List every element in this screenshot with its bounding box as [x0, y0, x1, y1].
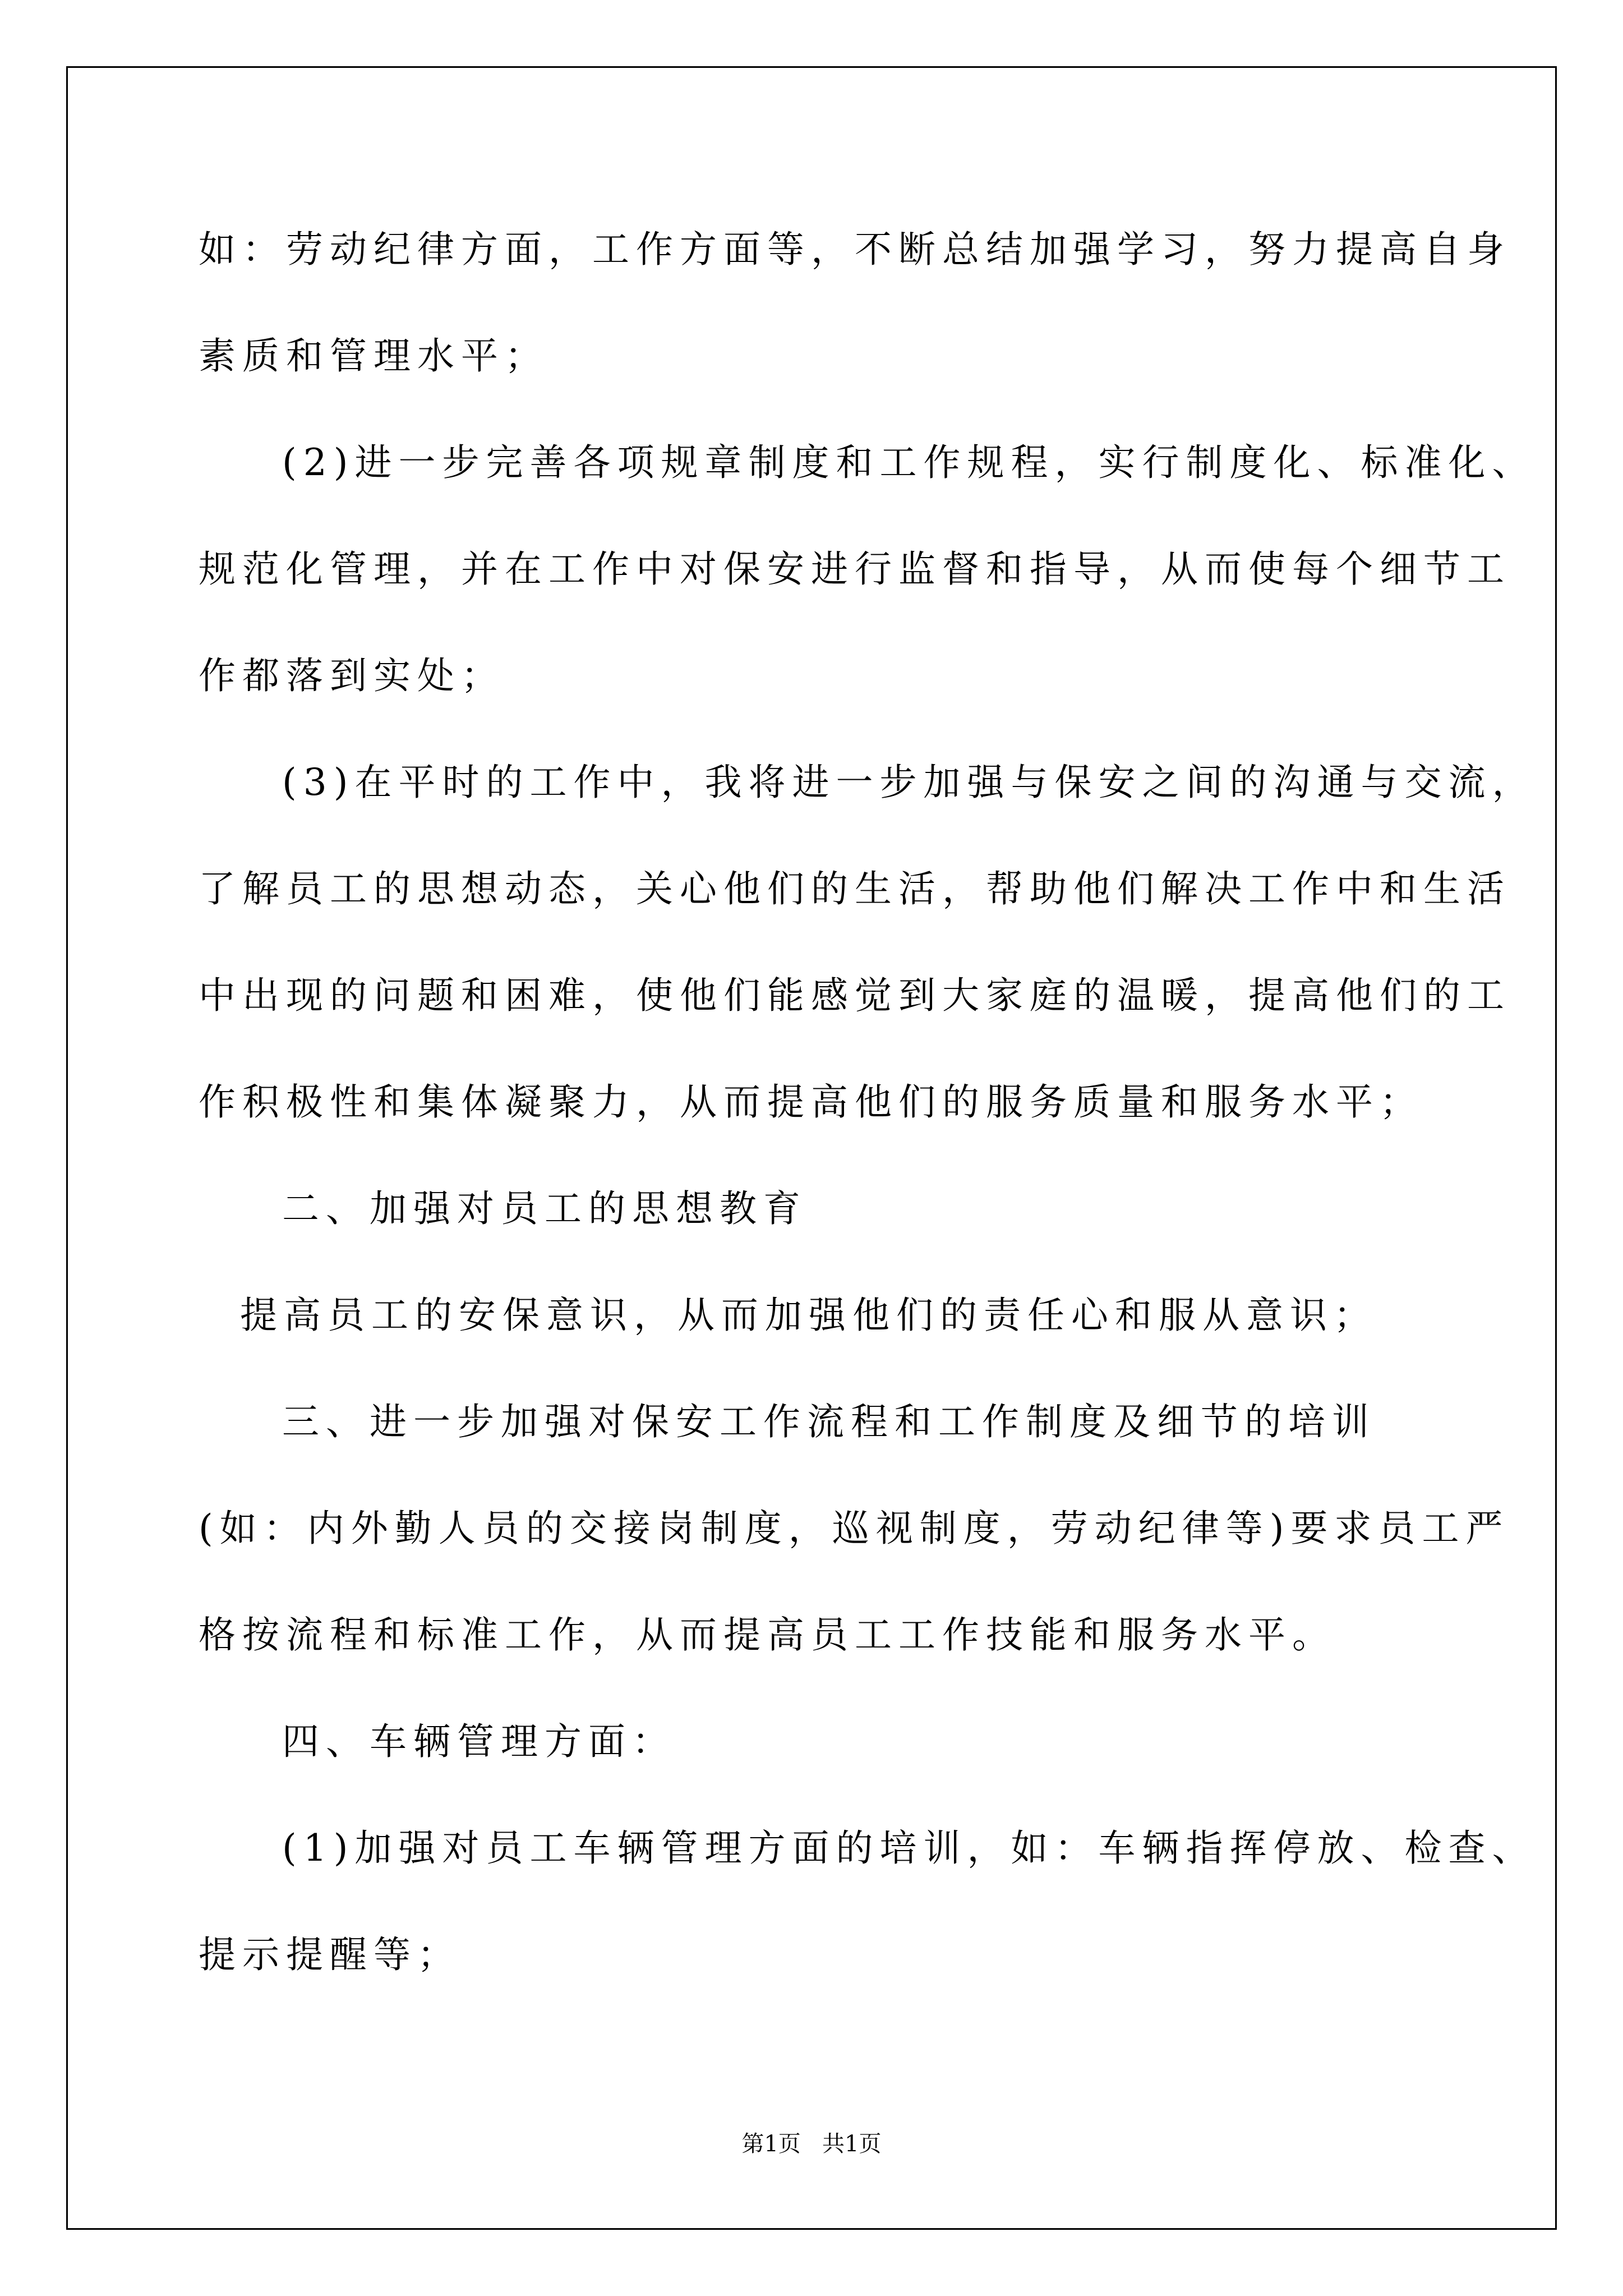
- text-line-17: 提示提醒等；: [199, 1933, 461, 1976]
- text-line-9: 作积极性和集体凝聚力，从而提高他们的服务质量和服务水平；: [199, 1080, 1423, 1124]
- text-line-13: (如：内外勤人员的交接岗制度，巡视制度，劳动纪律等)要求员工严: [199, 1507, 1510, 1550]
- text-line-5: 作都落到实处；: [199, 654, 505, 697]
- text-line-1: 如：劳动纪律方面，工作方面等，不断总结加强学习，努力提高自身: [199, 228, 1511, 271]
- text-line-4: 规范化管理，并在工作中对保安进行监督和指导，从而使每个细节工: [199, 547, 1511, 591]
- page-border: [66, 66, 1557, 2230]
- section-heading-3: 三、进一步加强对保安工作流程和工作制度及细节的培训: [282, 1400, 1376, 1443]
- text-line-8: 中出现的问题和困难，使他们能感觉到大家庭的温暖，提高他们的工: [199, 974, 1511, 1017]
- section-heading-4: 四、车辆管理方面：: [282, 1720, 676, 1763]
- text-line-2: 素质和管理水平；: [199, 334, 548, 378]
- text-line-16: (1)加强对员工车辆管理方面的培训，如：车辆指挥停放、检查、: [282, 1826, 1536, 1870]
- text-line-7: 了解员工的思想动态，关心他们的生活，帮助他们解决工作中和生活: [199, 867, 1511, 910]
- text-line-3: (2)进一步完善各项规章制度和工作规程，实行制度化、标准化、: [282, 441, 1536, 484]
- section-heading-2: 二、加强对员工的思想教育: [282, 1187, 807, 1230]
- page-footer: 第1页 共1页: [741, 2131, 882, 2157]
- text-line-14: 格按流程和标准工作，从而提高员工工作技能和服务水平。: [199, 1613, 1336, 1657]
- text-line-6: (3)在平时的工作中，我将进一步加强与保安之间的沟通与交流，: [282, 761, 1536, 804]
- text-line-11: 提高员工的安保意识，从而加强他们的责任心和服从意识；: [240, 1294, 1377, 1337]
